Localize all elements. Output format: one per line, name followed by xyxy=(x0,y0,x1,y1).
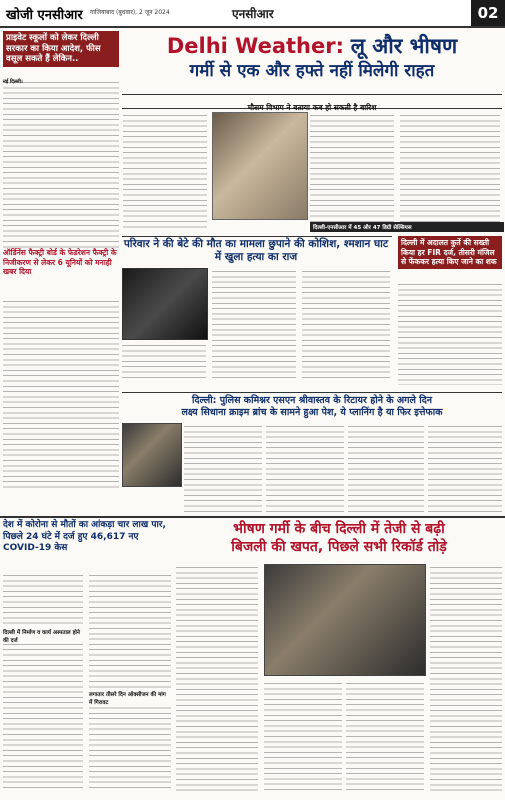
lead-body-col-2 xyxy=(310,112,394,230)
power-story-headline-1: भीषण गर्मी के बीच दिल्ली में तेजी से बढ़ी xyxy=(233,521,445,537)
second-left-story-body xyxy=(3,298,119,488)
covid-subhead-1: दिल्ली में निर्माण व कार्य अस्पताल होने की दर्ज xyxy=(3,628,83,644)
covid-story xyxy=(3,520,171,798)
story-family xyxy=(122,238,390,388)
police-story-headline-1: दिल्ली: पुलिस कमिश्नर एसएन श्रीवास्तव के रिटायर होने के अगले दिन xyxy=(191,395,433,406)
lead-headline xyxy=(122,33,502,93)
story-court-headline: दिल्ली में अदालत कुर्ते की सख्ती किया हर FIR दर्ज, तीसरी मंजिल से फेंककर हत्या किए जाने का शक xyxy=(398,236,502,269)
lead-subhead: मौसम विभाग ने बताया कब हो सकती है बारिश xyxy=(247,103,377,112)
power-story-body-2 xyxy=(264,680,342,794)
divider xyxy=(0,516,505,518)
police-story-body-3 xyxy=(348,423,424,513)
covid-story-body-2 xyxy=(89,572,171,792)
left-story-headline: प्राइवेट स्कूलों को लेकर दिल्ली सरकार का किया आदेश, फीस वसूल सकते हैं लेकिन.. xyxy=(3,31,119,67)
story-family-body-2 xyxy=(302,268,390,380)
left-story-body xyxy=(3,79,119,249)
police-story-photo xyxy=(122,423,182,487)
power-story-photo xyxy=(264,564,426,676)
lead-headline-en: Delhi Weather: xyxy=(166,34,344,58)
story-family-body-1 xyxy=(212,268,296,380)
lead-photo-caption: दिल्ली-एनसीआर में 45 और 47 डिग्री सेल्सियस xyxy=(310,222,504,232)
police-story-body-1 xyxy=(184,423,262,513)
covid-story-body-1 xyxy=(3,572,83,792)
power-story-body-3 xyxy=(346,680,424,794)
masthead xyxy=(0,0,505,28)
covid-story-headline: देश में कोरोना से मौतों का आंकड़ा चार लाख पार, पिछले 24 घंटे में दर्ज हुए 46,617 नए COVID-19 केस xyxy=(3,520,166,553)
power-story xyxy=(176,520,502,798)
police-story-headline-2: लक्ष्य सिधाना क्राइम ब्रांच के सामने हुआ पेश, ये प्लानिंग है या फिर इत्तेफाक xyxy=(181,407,443,418)
lead-body-col-1 xyxy=(123,112,207,230)
story-family-body-3 xyxy=(122,342,206,380)
second-left-story-headline: ऑर्डिनेंस फैक्ट्री बोर्ड के फेडरेशन फैक्ट्री के निजीकरण से लेकर 6 यूनियों को मनाही खबर दिया xyxy=(3,248,117,276)
story-family-headline: परिवार ने की बेटे की मौत का मामला छुपाने की कोशिश, श्मशान घाट में खुला हत्या का राज xyxy=(123,238,389,263)
divider xyxy=(122,236,392,237)
covid-subhead-2: लगातार तीसरे दिन ऑक्सीजन की मांग में गिरावट xyxy=(89,690,171,706)
lead-subhead-bar xyxy=(122,94,502,112)
police-story-body-4 xyxy=(428,423,502,513)
lead-headline-hi-2: गर्मी से एक और हफ्ते नहीं मिलेगी राहत xyxy=(189,61,435,81)
left-story-byline: नई दिल्ली। xyxy=(3,79,23,85)
divider xyxy=(122,392,502,393)
dateline: गाजियाबाद (बुधवार), 2 जून 2024 xyxy=(90,9,170,16)
section-label: एनसीआर xyxy=(232,7,274,21)
story-court-body xyxy=(398,281,502,385)
second-left-story xyxy=(3,248,119,498)
lead-headline-hi-1: लू और भीषण xyxy=(350,34,458,58)
lead-photo xyxy=(212,112,308,220)
power-story-headline-2: बिजली की खपत, पिछले सभी रिकॉर्ड तोड़े xyxy=(231,539,447,555)
police-story xyxy=(122,395,502,515)
story-family-photo xyxy=(122,268,208,340)
lead-body-col-3 xyxy=(400,112,500,230)
power-story-body-1 xyxy=(176,564,258,794)
brand-name: खोजी एनसीआर xyxy=(6,8,83,23)
police-story-body-2 xyxy=(266,423,344,513)
story-court xyxy=(398,236,502,386)
page-number: 02 xyxy=(471,0,505,26)
power-story-body-4 xyxy=(430,564,502,794)
